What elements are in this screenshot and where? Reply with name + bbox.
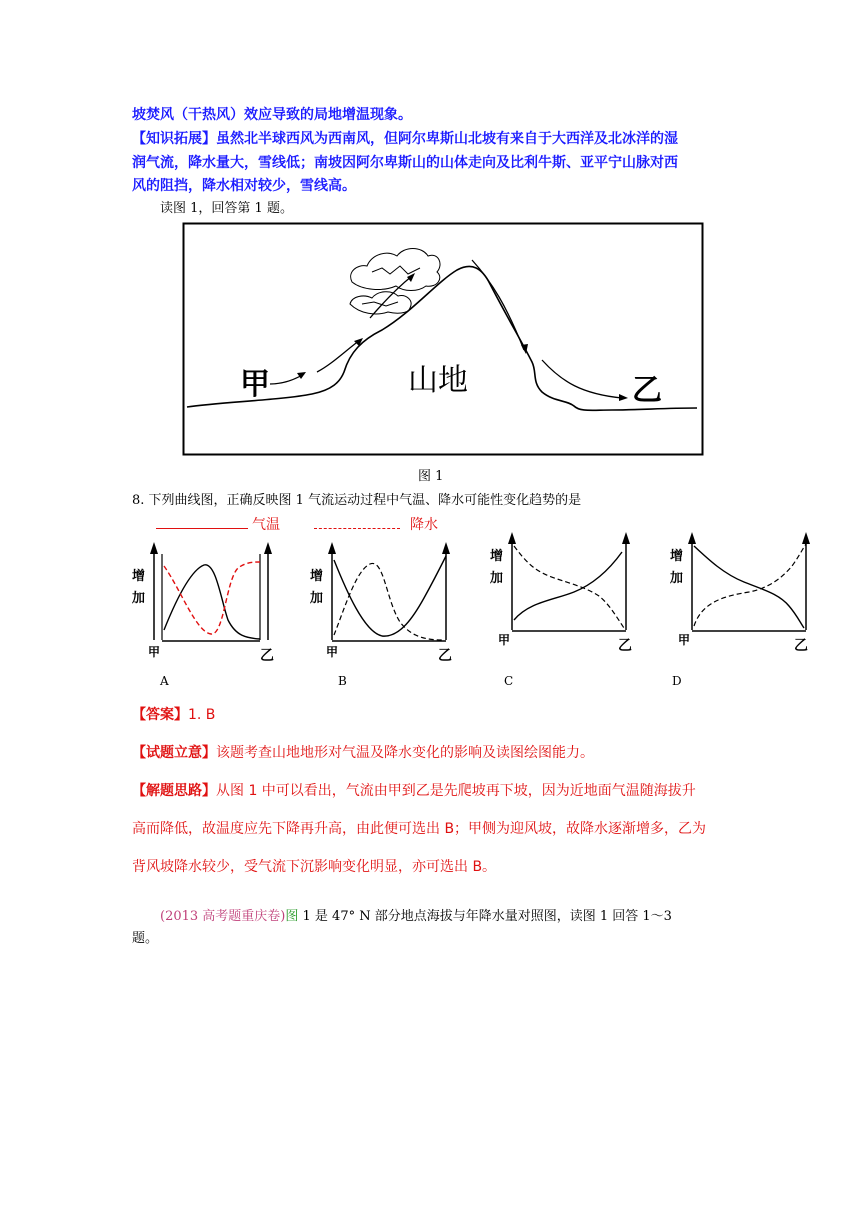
next-question-source: (2013 高考题重庆卷) bbox=[160, 909, 286, 924]
answer-line bbox=[132, 704, 215, 726]
intent-line bbox=[132, 742, 594, 764]
knowledge-extension-label: 【知识拓展】 bbox=[132, 131, 216, 147]
chart-a-y-label-1: 增 bbox=[132, 569, 146, 584]
next-question-line-2: 题。 bbox=[132, 931, 159, 946]
question-8-line bbox=[132, 490, 581, 512]
figure-1-mountain-diagram bbox=[182, 222, 706, 458]
legend bbox=[156, 512, 716, 534]
approach-label: 【解题思路】 bbox=[132, 783, 216, 799]
chart-c-y-label-2: 加 bbox=[490, 571, 504, 586]
question-number: 8. bbox=[132, 493, 145, 508]
chart-b-y-label-2: 加 bbox=[310, 591, 324, 606]
next-question-text-1: 1 是 47° N 部分地点海拔与年降水量对照图，读图 1 回答 1～3 bbox=[298, 909, 672, 924]
intent-label: 【试题立意】 bbox=[132, 745, 216, 761]
next-question-line-1 bbox=[160, 906, 672, 928]
chart-d-y-label-1: 增 bbox=[670, 549, 684, 564]
approach-line-2: 高而降低，故温度应先下降再升高，由此便可选出 B；甲侧为迎风坡，故降水逐渐增多，乙为 bbox=[132, 821, 707, 837]
chart-d-temp-curve bbox=[694, 546, 804, 628]
figure-1-right-label: 乙 bbox=[632, 373, 662, 408]
chart-b-x-end: 乙 bbox=[438, 648, 452, 664]
chart-a-x-start: 甲 bbox=[148, 645, 161, 659]
chart-c-option-label: C bbox=[504, 674, 514, 688]
legend-temp-label: 气温 bbox=[252, 517, 280, 533]
knowledge-extension-line-1 bbox=[132, 128, 678, 150]
next-question-fig-ref: 图 bbox=[285, 909, 299, 924]
chart-a-x-end: 乙 bbox=[260, 648, 274, 664]
chart-d-x-start: 甲 bbox=[678, 633, 691, 647]
chart-d-y-label-2: 加 bbox=[670, 571, 684, 586]
chart-d bbox=[670, 532, 810, 688]
chart-c bbox=[490, 532, 632, 688]
approach-line-1 bbox=[132, 780, 696, 802]
option-charts bbox=[126, 540, 816, 688]
knowledge-extension-line-2: 润气流，降水量大，雪线低；南坡因阿尔卑斯山的山体走向及比利牛斯、亚平宁山脉对西 bbox=[132, 155, 678, 171]
question-text: 下列曲线图，正确反映图 1 气流运动过程中气温、降水可能性变化趋势的是 bbox=[148, 493, 582, 508]
chart-a-temp-curve bbox=[164, 565, 260, 639]
figure-1-left-label: 甲 bbox=[240, 367, 270, 402]
chart-b bbox=[310, 542, 452, 688]
read-prompt: 读图 1，回答第 1 题。 bbox=[160, 201, 293, 216]
figure-1-caption: 图 1 bbox=[418, 469, 444, 484]
chart-b-x-start: 甲 bbox=[326, 645, 339, 659]
intent-text: 该题考查山地地形对气温及降水变化的影响及读图绘图能力。 bbox=[216, 745, 594, 761]
knowledge-extension-line-3: 风的阻挡，降水相对较少，雪线高。 bbox=[132, 178, 356, 194]
answer-label: 【答案】 bbox=[132, 707, 188, 723]
chart-a bbox=[132, 542, 274, 688]
approach-line-3: 背风坡降水较少，受气流下沉影响变化明显，亦可选出 B。 bbox=[132, 859, 497, 875]
chart-b-rain-curve bbox=[334, 563, 444, 640]
legend-rain-label: 降水 bbox=[410, 517, 438, 533]
chart-d-option-label: D bbox=[672, 674, 682, 688]
chart-c-x-end: 乙 bbox=[618, 638, 632, 654]
chart-a-option-label: A bbox=[160, 674, 169, 688]
intro-line-1: 坡焚风（干热风）效应导致的局地增温现象。 bbox=[132, 107, 412, 123]
chart-b-option-label: B bbox=[338, 674, 347, 688]
chart-b-y-label-1: 增 bbox=[310, 569, 324, 584]
chart-c-rain-curve bbox=[514, 546, 624, 628]
legend-temp-swatch bbox=[156, 528, 248, 529]
approach-text-1: 从图 1 中可以看出，气流由甲到乙是先爬坡再下坡，因为近地面气温随海拔升 bbox=[216, 783, 696, 799]
chart-c-temp-curve bbox=[514, 552, 622, 620]
figure-1-center-label: 山地 bbox=[408, 363, 468, 398]
chart-d-x-end: 乙 bbox=[794, 638, 808, 654]
chart-a-y-label-2: 加 bbox=[132, 591, 146, 606]
chart-c-x-start: 甲 bbox=[498, 633, 511, 647]
knowledge-extension-text-1: 虽然北半球西风为西南风，但阿尔卑斯山北坡有来自于大西洋及北冰洋的湿 bbox=[216, 131, 678, 147]
chart-c-y-label-1: 增 bbox=[490, 549, 504, 564]
legend-rain-swatch bbox=[314, 528, 400, 529]
chart-b-temp-curve bbox=[334, 556, 446, 636]
figure-1-frame bbox=[184, 224, 703, 455]
answer-text: 1. B bbox=[188, 707, 216, 723]
